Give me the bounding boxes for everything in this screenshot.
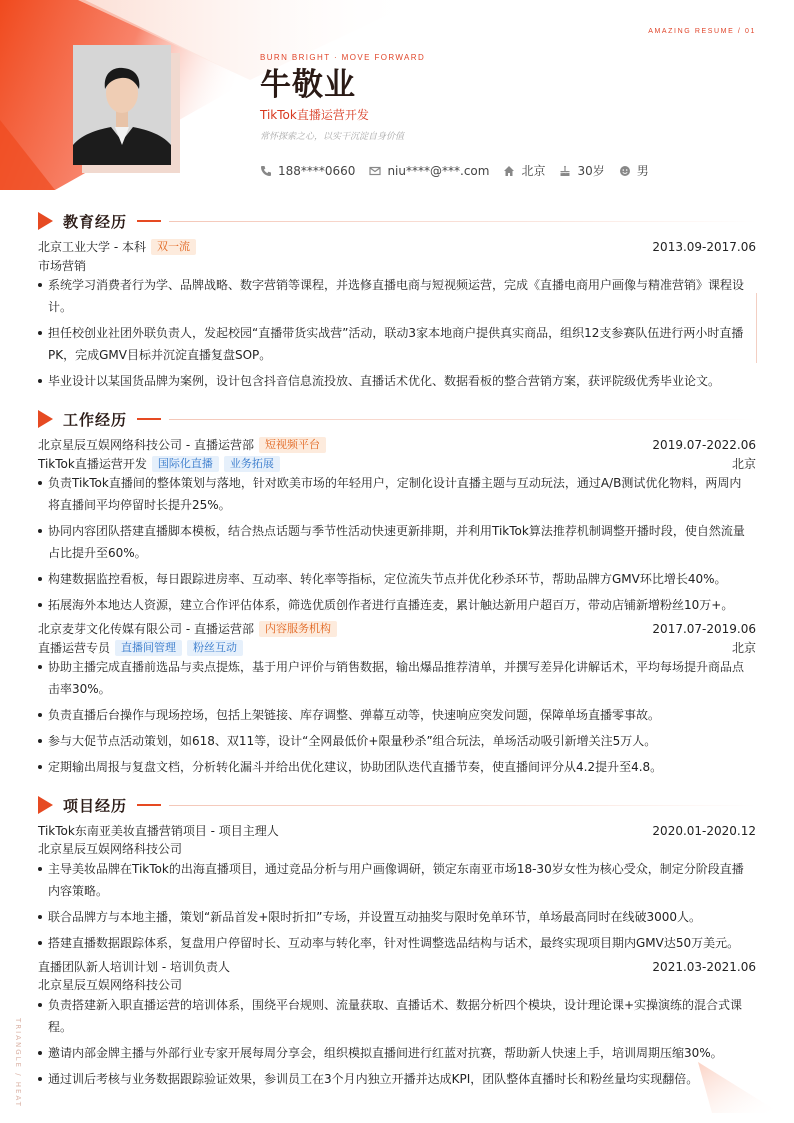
project-bullets (38, 994, 750, 1090)
education-bullets (38, 274, 750, 392)
gender-icon (619, 165, 631, 177)
job-header (38, 620, 756, 637)
list-item: 主导美妆品牌在TikTok的出海直播项目，通过竞品分析与用户画像调研，锁定东南亚市场18-30岁女性为核心受众，制定分阶段直播内容策略。 (38, 858, 750, 902)
section-rule (169, 221, 756, 222)
age: 30岁 (577, 164, 605, 178)
section-rule (169, 805, 756, 806)
list-item: 构建数据监控看板，每日跟踪进房率、互动率、转化率等指标，定位流失节点并优化秒杀环节，帮助品牌方GMV环比增长40%。 (38, 568, 750, 590)
list-item: 参与大促节点活动策划，如618、双11等，设计“全网最低价+限量秒杀”组合玩法，单场活动吸引新增关注5万人。 (38, 730, 750, 752)
mail-icon (369, 165, 381, 177)
job-period: 2019.07-2022.06 (652, 437, 756, 452)
project-name: TikTok东南亚美妆直播营销项目 - 项目主理人 (38, 824, 279, 838)
project-org: 北京星辰互娱网络科技公司 (38, 978, 183, 992)
company-badge: 内容服务机构 (259, 621, 337, 637)
list-item: 协助主播完成直播前选品与卖点提炼，基于用户评价与销售数据，输出爆品推荐清单，并撰写差异化讲解话术，平均每场提升商品点击率30%。 (38, 656, 750, 700)
contact-city (503, 162, 545, 179)
section-rule (169, 419, 756, 420)
section-triangle-icon (38, 796, 53, 814)
list-item: 搭建直播数据跟踪体系，复盘用户停留时长、互动率与转化率，针对性调整选品结构与话术，最终实现项目期内GMV达50万美元。 (38, 932, 750, 954)
list-item: 毕业设计以某国货品牌为案例，设计包含抖音信息流投放、直播话术优化、数据看板的整合营销方案，获评院级优秀毕业论文。 (38, 370, 750, 392)
job-title: TikTok直播运营开发 (260, 108, 369, 122)
list-item: 邀请内部金牌主播与外部行业专家开展每周分享会，组织模拟直播间进行红蓝对抗赛，帮助新人快速上手，培训周期压缩30%。 (38, 1042, 750, 1064)
cake-icon (559, 165, 571, 177)
gender: 男 (636, 164, 649, 178)
contact-bar (260, 162, 663, 179)
side-tag: TRIANGLE / HEAT (14, 1018, 22, 1108)
company-name: 北京星辰互娱网络科技公司 - 直播运营部 (38, 438, 254, 452)
list-item: 协同内容团队搭建直播脚本模板，结合热点话题与季节性活动快速更新排期，并利用TikTok算法推荐机制调整开播时段，使自然流量占比提升至60%。 (38, 520, 750, 564)
school-badge: 双一流 (151, 239, 196, 255)
section-education (38, 210, 756, 232)
school-name: 北京工业大学 - 本科 (38, 240, 146, 254)
education-header (38, 238, 756, 255)
section-work (38, 408, 756, 430)
list-item: 系统学习消费者行为学、品牌战略、数字营销等课程，并选修直播电商与短视频运营，完成《直播电商用户画像与精准营销》课程设计。 (38, 274, 750, 318)
job-bullets (38, 472, 750, 616)
major: 市场营销 (38, 259, 87, 273)
education-major-row (38, 257, 756, 274)
section-title: 教育经历 (63, 212, 128, 231)
job-header (38, 436, 756, 453)
project-header (38, 822, 756, 839)
contact-gender (619, 162, 649, 179)
page-tag: AMAZING RESUME / 01 (648, 28, 756, 35)
list-item: 通过训后考核与业务数据跟踪验证效果，参训员工在3个月内独立开播并达成KPI，团队整体直播时长和粉丝量均实现翻倍。 (38, 1068, 750, 1090)
role-badge: 粉丝互动 (187, 640, 243, 656)
list-item: 定期输出周报与复盘文档，分析转化漏斗并给出优化建议，协助团队迭代直播节奏，使直播间评分从4.2提升至4.8。 (38, 756, 750, 778)
role-badge: 业务拓展 (224, 456, 280, 472)
job-role-row (38, 639, 756, 656)
section-title: 项目经历 (63, 796, 128, 815)
project-period: 2021.03-2021.06 (652, 959, 756, 974)
project-name: 直播团队新人培训计划 - 培训负责人 (38, 960, 230, 974)
list-item: 联合品牌方与本地主播，策划“新品首发+限时折扣”专场，并设置互动抽奖与限时免单环节，单场最高同时在线破3000人。 (38, 906, 750, 928)
contact-age (559, 162, 604, 179)
section-triangle-icon (38, 212, 53, 230)
project-org-row (38, 976, 756, 993)
company-badge: 短视频平台 (259, 437, 326, 453)
project-bullets (38, 858, 750, 954)
education-period: 2013.09-2017.06 (652, 239, 756, 254)
phone-number: 188****0660 (278, 163, 356, 178)
section-title: 工作经历 (63, 410, 128, 429)
project-org-row (38, 840, 756, 857)
role-name: TikTok直播运营开发 (38, 457, 147, 471)
list-item: 负责直播后台操作与现场控场，包括上架链接、库存调整、弹幕互动等，快速响应突发问题，保障单场直播零事故。 (38, 704, 750, 726)
contact-phone (260, 164, 355, 178)
motto: 常怀探索之心，以实干沉淀自身价值 (260, 132, 405, 142)
role-name: 直播运营专员 (38, 641, 111, 655)
section-dash (137, 220, 161, 222)
list-item: 担任校创业社团外联负责人，发起校园“直播带货实战营”活动，联动3家本地商户提供真实商品，组织12支参赛队伍进行两小时直播PK，完成GMV目标并沉淀直播复盘SOP。 (38, 322, 750, 366)
section-triangle-icon (38, 410, 53, 428)
job-city: 北京 (731, 457, 756, 471)
avatar (73, 45, 171, 165)
company-name: 北京麦芽文化传媒有限公司 - 直播运营部 (38, 622, 254, 636)
phone-icon (260, 165, 272, 177)
project-period: 2020.01-2020.12 (652, 823, 756, 838)
list-item: 负责搭建新入职直播运营的培训体系，围绕平台规则、流量获取、直播话术、数据分析四个模块，设计理论课+实操演练的混合式课程。 (38, 994, 750, 1038)
role-badge: 国际化直播 (152, 456, 219, 472)
section-projects (38, 794, 756, 816)
job-role-row (38, 455, 756, 472)
profile-header (260, 53, 425, 142)
candidate-name: 牛敬业 (260, 67, 356, 103)
project-org: 北京星辰互娱网络科技公司 (38, 842, 183, 856)
job-bullets (38, 656, 750, 778)
job-city: 北京 (731, 641, 756, 655)
email-address: niu****@***.com (387, 163, 490, 178)
city: 北京 (521, 164, 546, 178)
contact-email (369, 164, 489, 178)
section-dash (137, 804, 161, 806)
job-period: 2017.07-2019.06 (652, 621, 756, 636)
home-icon (503, 165, 515, 177)
role-badge: 直播间管理 (115, 640, 182, 656)
tagline: BURN BRIGHT · MOVE FORWARD (260, 53, 426, 62)
list-item: 负责TikTok直播间的整体策划与落地，针对欧美市场的年轻用户，定制化设计直播主题与互动玩法，通过A/B测试优化物料，两周内将直播间平均停留时长提升25%。 (38, 472, 750, 516)
section-dash (137, 418, 161, 420)
project-header (38, 958, 756, 975)
list-item: 拓展海外本地达人资源，建立合作评估体系，筛选优质创作者进行直播连麦，累计触达新用户超百万，带动店铺新增粉丝10万+。 (38, 594, 750, 616)
divider (756, 293, 757, 363)
